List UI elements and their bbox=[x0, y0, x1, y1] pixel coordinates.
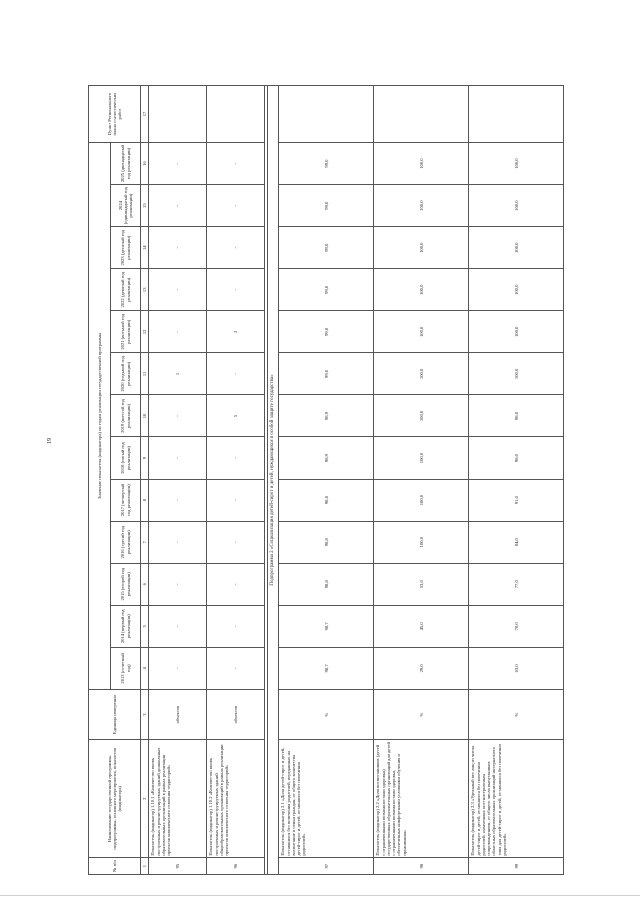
column-number: 8 bbox=[141, 479, 149, 521]
column-number: 6 bbox=[141, 563, 149, 605]
year-value: 99,0 bbox=[279, 227, 374, 269]
plan-item bbox=[374, 86, 469, 143]
year-value: 100,0 bbox=[374, 269, 469, 311]
year-value: - bbox=[149, 142, 207, 184]
year-value: - bbox=[207, 142, 265, 184]
indicator-name: Показатель (индикатор) 2.3 «Удельный вес лиц из числа детей-сирот и детей, оставшихся без попечения родителей, охваченных постинтернатным сопровождением, от общего числа выпускников областных образовательных организаций интернатного типа для детей-сирот и детей, оставшихся без попечения родителей» bbox=[469, 740, 564, 858]
year-value: - bbox=[207, 437, 265, 479]
year-value: 1 bbox=[149, 353, 207, 395]
table-row bbox=[149, 86, 207, 875]
year-value: 63,0 bbox=[469, 647, 564, 689]
header-name: Наименование государственной программы, подпрограммы, основного мероприятия, показателя (индикатора) bbox=[89, 740, 141, 858]
year-value: - bbox=[207, 353, 265, 395]
unit: % bbox=[279, 689, 374, 739]
year-value: 2 bbox=[207, 311, 265, 353]
year-value: 99,0 bbox=[279, 185, 374, 227]
indicator-name: Показатель (индикатор) 2.1 «Доля детей-сирот и детей, оставшихся без попечения родителей, переданных на воспитание в семьи граждан, от общего количества детей-сирот и детей, оставшихся без попечения родителей» bbox=[279, 740, 374, 858]
header-year: 2020 (седьмой год реализации) bbox=[111, 353, 141, 395]
unit: объектов bbox=[149, 689, 207, 739]
column-number: 3 bbox=[141, 689, 149, 739]
year-value: 84,0 bbox=[469, 521, 564, 563]
year-value: 100,0 bbox=[469, 311, 564, 353]
column-number: 13 bbox=[141, 269, 149, 311]
plan-item bbox=[469, 86, 564, 143]
row-number: 99 bbox=[469, 858, 564, 875]
year-value: - bbox=[207, 185, 265, 227]
year-value: - bbox=[207, 227, 265, 269]
row-number: 98 bbox=[374, 858, 469, 875]
year-value: - bbox=[149, 479, 207, 521]
year-value: - bbox=[149, 395, 207, 437]
year-value: - bbox=[149, 269, 207, 311]
unit: объектов bbox=[207, 689, 265, 739]
year-value: 100,0 bbox=[374, 353, 469, 395]
row-number: 97 bbox=[279, 858, 374, 875]
year-value: 99,0 bbox=[279, 353, 374, 395]
table-body-group-1 bbox=[149, 86, 265, 875]
column-numbers-row bbox=[141, 86, 149, 875]
column-number: 5 bbox=[141, 605, 149, 647]
year-value: 100,0 bbox=[374, 437, 469, 479]
column-number: 1 bbox=[141, 858, 149, 875]
year-value: 100,0 bbox=[469, 353, 564, 395]
year-value: - bbox=[149, 647, 207, 689]
row-number: 95 bbox=[149, 858, 207, 875]
year-value: 99,0 bbox=[279, 269, 374, 311]
unit: % bbox=[469, 689, 564, 739]
year-value: - bbox=[149, 521, 207, 563]
indicator-name: Показатель (индикатор) 2.2 «Доля воспитанников (детей с ограниченными возможностями здоровья) государственных образовательных организаций для детей с ограниченными возможностями здоровья, обеспеченных комфортными условиями обучения и проживания» bbox=[374, 740, 469, 858]
column-number: 14 bbox=[141, 227, 149, 269]
year-value: - bbox=[207, 605, 265, 647]
year-value: - bbox=[207, 479, 265, 521]
table-row bbox=[279, 86, 374, 875]
year-value: 98,9 bbox=[279, 437, 374, 479]
year-value: 100,0 bbox=[469, 185, 564, 227]
year-value: 99,0 bbox=[279, 311, 374, 353]
year-value: 100,0 bbox=[374, 395, 469, 437]
year-value: 98,0 bbox=[469, 437, 564, 479]
row-number: 96 bbox=[207, 858, 265, 875]
column-number: 4 bbox=[141, 647, 149, 689]
year-value: 98,8 bbox=[279, 479, 374, 521]
year-value: 98,8 bbox=[279, 563, 374, 605]
header-year: 2015 (второй год реализации) bbox=[111, 563, 141, 605]
year-value: 77,0 bbox=[469, 563, 564, 605]
year-value: - bbox=[149, 437, 207, 479]
year-value: - bbox=[149, 185, 207, 227]
year-value: - bbox=[207, 647, 265, 689]
column-number: 11 bbox=[141, 353, 149, 395]
table-row bbox=[469, 86, 564, 875]
year-value: 100,0 bbox=[469, 227, 564, 269]
header-year: 2025 (двенадцатый год реализации) bbox=[111, 142, 141, 184]
year-value: - bbox=[207, 563, 265, 605]
header-year: 2021 (восьмой год реализации) bbox=[111, 311, 141, 353]
year-value: 100,0 bbox=[374, 311, 469, 353]
header-year: 2022 (девятый год реализации) bbox=[111, 269, 141, 311]
header-values-group: Значение показателя (индикатора) по годам реализации государственной программы bbox=[89, 142, 111, 689]
page-bottom-rule bbox=[0, 895, 640, 896]
indicators-table bbox=[88, 85, 564, 875]
year-value: 100,0 bbox=[374, 521, 469, 563]
header-year: 2023 (десятый год реализации) bbox=[111, 227, 141, 269]
column-number: 10 bbox=[141, 395, 149, 437]
year-value: - bbox=[207, 521, 265, 563]
column-number: 2 bbox=[141, 740, 149, 858]
year-value: 70,0 bbox=[469, 605, 564, 647]
indicator-name: Показатель (индикатор) 1.10.1 «Количество вновь построенных и реконструируемых зданий дошкольных образовательных организаций в рамках реализации проектов комплексного освоения территорий» bbox=[149, 740, 207, 858]
table-header bbox=[89, 86, 149, 875]
header-year: 2017 (четвертый год реализации) bbox=[111, 479, 141, 521]
year-value: 99,0 bbox=[279, 142, 374, 184]
year-value: - bbox=[149, 563, 207, 605]
header-year: 2014 (первый год реализации) bbox=[111, 605, 141, 647]
header-unit: Единица измерения bbox=[89, 689, 141, 739]
header-year: 2016 (третий год реализации) bbox=[111, 521, 141, 563]
year-value: - bbox=[149, 311, 207, 353]
rotated-page-content bbox=[88, 85, 525, 875]
column-number: 7 bbox=[141, 521, 149, 563]
year-value: 29,0 bbox=[374, 647, 469, 689]
unit: % bbox=[374, 689, 469, 739]
table-row bbox=[374, 86, 469, 875]
table-body-section bbox=[265, 86, 279, 875]
column-number: 16 bbox=[141, 142, 149, 184]
year-value: 100,0 bbox=[469, 142, 564, 184]
year-value: 98,7 bbox=[279, 605, 374, 647]
year-value: 98,7 bbox=[279, 647, 374, 689]
year-value: 100,0 bbox=[469, 269, 564, 311]
column-number: 12 bbox=[141, 311, 149, 353]
header-number: № п/п bbox=[89, 858, 141, 875]
page-number: 19 bbox=[47, 438, 53, 444]
year-value: 53,0 bbox=[374, 563, 469, 605]
header-year: 2024 (одиннадцатый год реализации) bbox=[111, 185, 141, 227]
year-value: 98,8 bbox=[279, 521, 374, 563]
section-title: Подпрограмма 2 «Социализация детей-сирот и детей, нуждающихся в особой защите государства» bbox=[268, 86, 279, 875]
year-value: 45,0 bbox=[374, 605, 469, 647]
header-year: 2013 (отчетный год) bbox=[111, 647, 141, 689]
column-number: 15 bbox=[141, 185, 149, 227]
table-row bbox=[207, 86, 265, 875]
indicator-name: Показатель (индикатор) 1.10.2 «Количество вновь построенных и реконструируемых зданий общеобразовательных организаций в рамках реализации проектов комплексного освоения территорий» bbox=[207, 740, 265, 858]
plan-item bbox=[207, 86, 265, 143]
column-number: 17 bbox=[141, 86, 149, 143]
plan-item bbox=[279, 86, 374, 143]
column-number: 9 bbox=[141, 437, 149, 479]
year-value: 100,0 bbox=[374, 185, 469, 227]
year-value: 5 bbox=[207, 395, 265, 437]
year-value: 100,0 bbox=[374, 142, 469, 184]
year-value: 100,0 bbox=[374, 227, 469, 269]
table-body-group-2 bbox=[279, 86, 564, 875]
year-value: - bbox=[149, 605, 207, 647]
year-value: 91,0 bbox=[469, 479, 564, 521]
year-value: - bbox=[149, 227, 207, 269]
year-value: 98,0 bbox=[469, 395, 564, 437]
year-value: - bbox=[207, 269, 265, 311]
year-value: 100,0 bbox=[374, 479, 469, 521]
year-value: 98,9 bbox=[279, 395, 374, 437]
plan-item bbox=[149, 86, 207, 143]
header-plan-item: Пункт Регионального плана статистических работ bbox=[89, 86, 141, 143]
header-year: 2019 (шестой год реализации) bbox=[111, 395, 141, 437]
header-year: 2018 (пятый год реализации) bbox=[111, 437, 141, 479]
